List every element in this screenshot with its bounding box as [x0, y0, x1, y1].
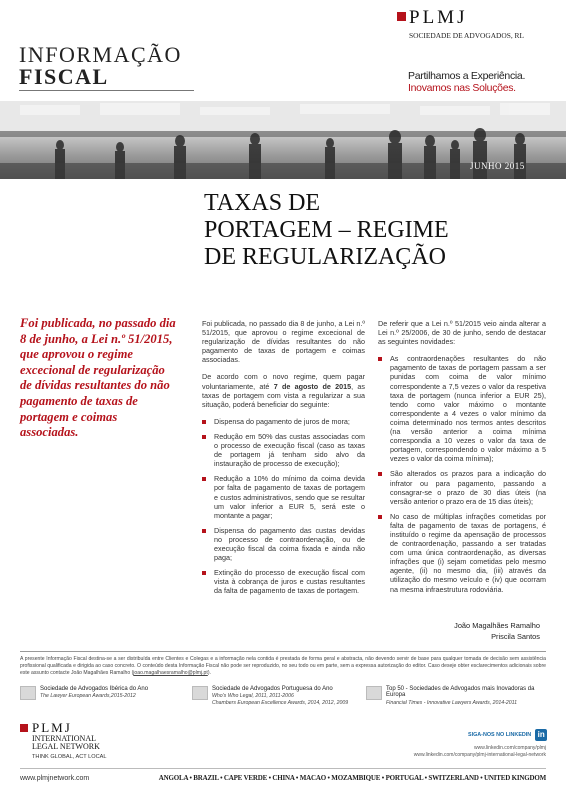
article-title: [204, 190, 449, 271]
footer-divider: [20, 768, 546, 769]
col1-p2-text-c: , as taxas de portagem com vista a regularizar a sua situação, poderá beneficiar do seguinte:: [202, 381, 365, 409]
linkedin-link-2[interactable]: www.linkedin.com/company/plmj-international-legal-network: [413, 751, 546, 758]
award-badge-icon: [20, 686, 36, 700]
article-title-line-2: PORTAGEM – REGIME: [204, 217, 449, 243]
title-line-2: FISCAL: [19, 64, 109, 89]
linkedin-follow-label[interactable]: SIGA-NOS NO LINKEDIN: [468, 732, 532, 738]
title-underline: [19, 90, 194, 91]
network-line-2: LEGAL NETWORK: [32, 742, 100, 751]
list-item: Extinção do processo de execução fiscal com vista à cobrança de juros e custas resultantes da falta de pagamento de taxas de portagem.: [202, 568, 365, 595]
list-item: Dispensa do pagamento das custas devidas no processo de contraordenação, ou de execução fiscal da coima fixada e ainda não paga;: [202, 526, 365, 562]
countries-list: ANGOLA • BRAZIL • CAPE VERDE • CHINA • MACAO • MOZAMBIQUE • PORTUGAL • SWITZERLAND • UNITED KINGDOM: [158, 774, 546, 782]
footer-brand: PLMJ: [32, 720, 72, 735]
brand-subtitle: SOCIEDADE DE ADVOGADOS, RL: [409, 31, 524, 40]
col1-p2-deadline: 7 de agosto de 2015: [273, 381, 352, 391]
author-name: Priscila Santos: [491, 632, 540, 641]
award-badge-icon: [366, 686, 382, 700]
award-source: The Lawyer European Awards,2015-2012: [40, 693, 136, 700]
list-item: Dispensa do pagamento de juros de mora;: [202, 417, 365, 426]
award-badge-icon: [192, 686, 208, 700]
award-title: Sociedade de Advogados Portuguesa do Ano: [212, 686, 333, 692]
awards-row: [20, 686, 546, 708]
publication-title: [19, 44, 182, 88]
linkedin-icon[interactable]: in: [535, 729, 547, 741]
award-source: Financial Times - Innovative Lawyers Awards, 2014-2011: [386, 699, 518, 706]
list-item: No caso de múltiplas infrações cometidas por falta de pagamento de taxas de portagens, é instituído o regime da apensação de processos de contraordenação, passando a ser tratadas com uma única contraordenação, as diversas infrações que (i) sejam cometidas pelo mesmo agente, (ii) no mesmo dia, (iii) através da utilização do mesmo veículo e (iv) que ocorram na mesma infraestrutura rodoviária.: [378, 512, 546, 594]
award-3: [366, 686, 546, 706]
divider: [20, 651, 546, 652]
col2-paragraph-1: De referir que a Lei n.º 51/2015 veio ainda alterar a Lei n.º 25/2006, de 30 de junho, sendo de destacar as seguintes novidades:: [378, 319, 546, 347]
author-name: João Magalhães Ramalho: [454, 621, 540, 630]
article-title-line-1: TAXAS DE: [204, 190, 321, 216]
article-title-line-3: DE REGULARIZAÇÃO: [204, 244, 446, 270]
col1-paragraph-1: Foi publicada, no passado dia 8 de junho, a Lei n.º 51/2015, que aprovou o regime excecional de regularização de dívidas resultantes do não pagamento de taxas de portagem e coimas associadas.: [202, 319, 365, 365]
disclaimer: [20, 656, 546, 677]
col1-p2-text-a: De acordo com o novo regime, quem pagar voluntariamente, até: [202, 372, 365, 391]
article-column-1: [202, 319, 365, 601]
footer-logo: [20, 721, 140, 765]
slogan: [408, 70, 525, 94]
footer-logo-red-square: [20, 724, 28, 732]
website-link[interactable]: www.plmjnetwork.com: [20, 775, 90, 782]
title-line-1: INFORMAÇÃO: [19, 42, 182, 67]
slogan-line-1: Partilhamos a Experiência.: [408, 70, 526, 82]
authors: [400, 620, 540, 642]
brand-name: PLMJ: [409, 7, 468, 28]
network-line-1: INTERNATIONAL: [32, 734, 96, 743]
linkedin-follow[interactable]: [468, 729, 547, 741]
logo-red-square: [397, 12, 406, 21]
contact-email-link[interactable]: joao.magalhaesramalho@plmj.pt: [133, 670, 208, 676]
list-item: Redução a 10% do mínimo da coima devida por falta de pagamento de taxas de portagem e custos administrativos, sendo que se resultar um valor inferior a EUR 5, será este o montante a pagar;: [202, 474, 365, 519]
award-1: [20, 686, 188, 700]
list-item: As contraordenações resultantes do não pagamento de taxas de portagem passam a ser punidas com coima de valor mínimo correspondente a 7,5 vezes o valor da respetiva taxa de portagem (nunca inferior a EUR 25), tendo como valor máximo o montante correspondente a 4 vezes o valor mínimo da coima determinado nos termos antes descritos (na versão anterior a coima mínima correspondia a 10 vezes o valor da taxa de portagem, correspondendo o valor máximo a 5 vezes o valor da coima mínima);: [378, 354, 546, 463]
footer-tagline: THINK GLOBAL, ACT LOCAL: [32, 754, 107, 760]
article-column-2: [378, 319, 546, 600]
col1-bullet-list: [202, 417, 365, 596]
award-source: Who's Who Legal, 2011, 2011-2006: [212, 693, 294, 700]
linkedin-link-1[interactable]: www.linkedin.com/company/plmj: [474, 745, 546, 751]
award-title: Top 50 - Sociedades de Advogados mais Inovadoras da Europa: [386, 686, 535, 699]
list-item: Redução em 50% das custas associadas com o processo de execução fiscal (caso as taxas de portagem já tenham sido alvo da instauração de processo de execução);: [202, 432, 365, 468]
award-title: Sociedade de Advogados Ibérica do Ano: [40, 686, 149, 692]
disclaimer-text: A presente Informação Fiscal destina-se a ser distribuída entre Clientes e Colegas e a informação nela contida é prestada de forma geral e abstracta, não devendo servir de base para qualquer tomada de decisão sem assistência profissional qualificada e dirigida ao caso concreto. O conteúdo desta Informação Fiscal não pode ser reproduzido, no seu todo ou em parte, sem a expressa autorização do editor. Caso deseje obter esclarecimentos adicionais sobre este assunto contacte João Magalhães Ramalho (: [20, 656, 546, 676]
lead-paragraph: Foi publicada, no passado dia 8 de junho, a Lei n.º 51/2015, que aprovou o regime excecional de regularização de dívidas resultantes do não pagamento de taxas de portagem e coimas associadas.: [20, 316, 176, 440]
list-item: São alterados os prazos para a indicação do infrator ou para pagamento, passando a consagrar-se o prazo de 30 dias úteis (na versão anterior o prazo era de 15 dias úteis);: [378, 469, 546, 505]
award-2: [192, 686, 362, 706]
col1-paragraph-2: [202, 372, 365, 408]
award-source: Chambers European Excellence Awards, 2014, 2012, 2009: [212, 699, 349, 706]
slogan-line-2: Inovamos nas Soluções.: [408, 82, 516, 94]
col2-bullet-list: [378, 354, 546, 593]
linkedin-links: [360, 745, 546, 758]
issue-date: JUNHO 2015: [470, 161, 525, 171]
disclaimer-end: ).: [207, 670, 211, 676]
